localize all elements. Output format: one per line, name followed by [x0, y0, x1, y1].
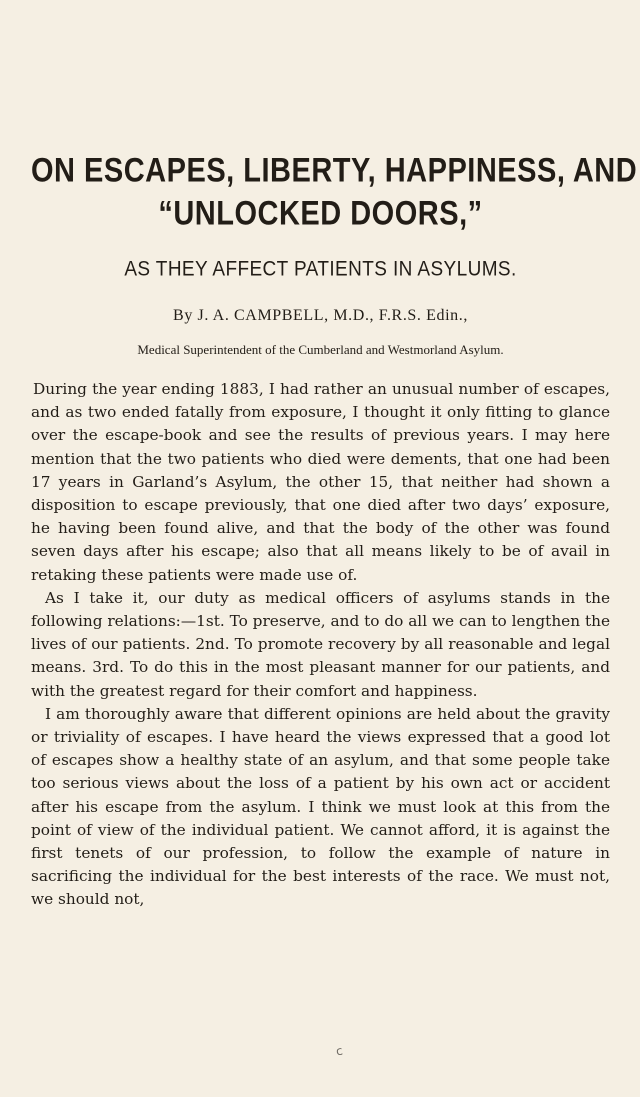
author-byline: By J. A. CAMPBELL, M.D., F.R.S. Edin., — [173, 307, 468, 324]
paragraph-2: As I take it, our duty as medical officers of asylums stands in the following relations:—1st. To preserve, and to do all we can to lengthen the lives of our patients. 2nd. To promote recovery by all reasonable and legal means. 3rd. To do this in the most pleasant manner for our patients, and with the greatest regard for their comfort and happiness. — [31, 588, 610, 700]
author-affiliation: Medical Superintendent of the Cumberland and Westmorland Asylum. — [137, 342, 504, 357]
title-line-2: “UNLOCKED DOORS,” — [158, 195, 483, 233]
paragraph-1: During the year ending 1883, I had rather an unusual number of escapes, and as two ended fatally from exposure, I thought it only fitting to glance over the escape-book and see the results of previous years. I may here mention that the two patients who died were dements, that one had been 17 years in Garland’s Asylum, the other 15, that neither had shown a disposition to escape previously, that one died after two days’ exposure, he having been found alive, and that the body of the other was found seven days after his escape; also that all means likely to be of avail in retaking these patients were made use of. — [31, 380, 610, 584]
subtitle: AS THEY AFFECT PATIENTS IN ASYLUMS. — [124, 257, 517, 282]
title-block — [31, 150, 638, 236]
article-body — [31, 378, 610, 912]
title-line-1: ON ESCAPES, LIBERTY, HAPPINESS, AND — [31, 152, 638, 190]
signature-mark: c — [334, 1043, 344, 1059]
paragraph-3: I am thoroughly aware that different opinions are held about the gravity or triviality of escapes. I have heard the views expressed that a good lot of escapes show a healthy state of an asylum, and that some people take too serious views about the loss of a patient by his own act or accident after his escape from the asylum. I think we must look at this from the point of view of the individual patient. We cannot afford, it is against the first tenets of our profession, to follow the example of nature in sacrificing the individual for the best interests of the race. We must not, we should not, — [31, 704, 610, 909]
